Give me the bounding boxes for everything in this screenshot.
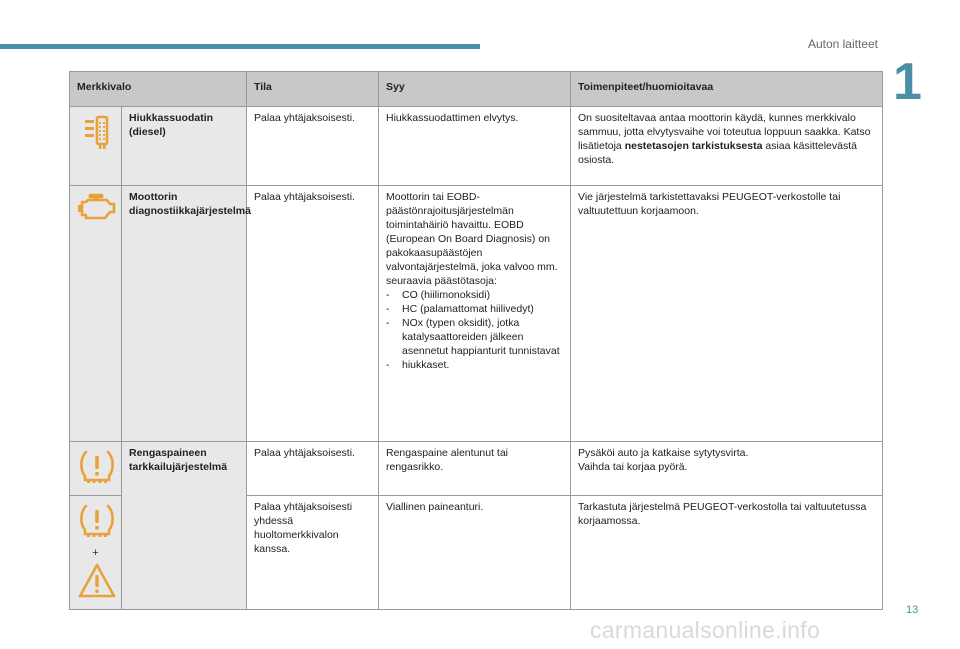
tyre-pressure-icon bbox=[77, 500, 114, 540]
column-header-lamp: Merkkivalo bbox=[70, 72, 247, 107]
lamp-name-cell: Moottorin diagnostiikkajärjestelmä bbox=[122, 186, 247, 442]
state-cell: Palaa yhtäjaksoisesti. bbox=[247, 107, 379, 186]
tyre-pressure-icon bbox=[77, 446, 114, 486]
action-text: On suositeltavaa antaa moottorin käydä, kunnes merkkivalo sammuu, jotta elvytysvaihe voi toteutua loppuun saakka. Katso lisätietoja bbox=[578, 112, 871, 152]
list-item: - HC (palamattomat hiilivedyt) bbox=[386, 302, 563, 316]
state-cell: Palaa yhtäjaksoisesti. bbox=[247, 442, 379, 496]
column-header-action: Toimenpiteet/huomioitavaa bbox=[571, 72, 883, 107]
lamp-icon-cell bbox=[70, 442, 122, 496]
warning-triangle-icon bbox=[77, 562, 114, 600]
action-line: Vaihda tai korjaa pyörä. bbox=[578, 461, 688, 473]
action-line: Pysäköi auto ja katkaise sytytysvirta. bbox=[578, 447, 749, 459]
plus-sign: + bbox=[92, 547, 99, 559]
cause-cell bbox=[379, 186, 571, 442]
fuel-filter-water-icon bbox=[77, 111, 114, 151]
table-row bbox=[70, 442, 883, 496]
pollutant-list bbox=[386, 288, 563, 372]
cause-cell: Rengaspaine alentunut tai rengasrikko. bbox=[379, 442, 571, 496]
lamp-name-cell: Hiukkassuodatin (diesel) bbox=[122, 107, 247, 186]
table-row bbox=[70, 186, 883, 442]
list-item: - hiukkaset. bbox=[386, 358, 563, 372]
list-item: - NOx (typen oksidit), jotka katalysaattoreiden jälkeen asennetut happianturit tunnistavat bbox=[386, 316, 563, 358]
action-cell: Tarkastuta järjestelmä PEUGEOT-verkostolla tai valtuutetussa korjaamossa. bbox=[571, 496, 883, 610]
action-cell: Vie järjestelmä tarkistettavaksi PEUGEOT-verkostolle tai valtuutettuun korjaamoon. bbox=[571, 186, 883, 442]
chapter-number: 1 bbox=[893, 53, 922, 111]
cause-cell: Hiukkassuodattimen elvytys. bbox=[379, 107, 571, 186]
cause-cell: Viallinen paineanturi. bbox=[379, 496, 571, 610]
table-row bbox=[70, 107, 883, 186]
state-cell: Palaa yhtäjaksoisesti yhdessä huoltomerkkivalon kanssa. bbox=[247, 496, 379, 610]
action-cell bbox=[571, 442, 883, 496]
table-header-row bbox=[70, 72, 883, 107]
warning-lamps-table bbox=[69, 71, 883, 610]
header-accent-bar bbox=[0, 44, 480, 49]
list-item: - CO (hiilimonoksidi) bbox=[386, 288, 563, 302]
action-text-tail: asiaa käsittelevästä osiosta. bbox=[578, 140, 857, 166]
page-number: 13 bbox=[906, 604, 919, 616]
engine-icon bbox=[77, 190, 114, 226]
lamp-icon-cell bbox=[70, 107, 122, 186]
column-header-cause: Syy bbox=[379, 72, 571, 107]
lamp-icon-cell bbox=[70, 496, 122, 610]
action-cell bbox=[571, 107, 883, 186]
state-cell: Palaa yhtäjaksoisesti. bbox=[247, 186, 379, 442]
column-header-state: Tila bbox=[247, 72, 379, 107]
action-text-emphasis: nestetasojen tarkistuksesta bbox=[624, 140, 763, 152]
lamp-icon-cell bbox=[70, 186, 122, 442]
lamp-name-cell: Rengaspaineen tarkkailujärjestelmä bbox=[122, 442, 247, 610]
section-title: Auton laitteet bbox=[807, 37, 878, 51]
cause-text: Moottorin tai EOBD-päästönrajoitusjärjestelmän toimintahäiriö havaittu. EOBD (European On Board Diagnosis) on pakokaasupäästöjen valvontajärjestelmä, joka valvoo mm. seuraavia päästötasoja: bbox=[386, 191, 558, 287]
watermark: carmanualsonline.info bbox=[590, 617, 821, 643]
